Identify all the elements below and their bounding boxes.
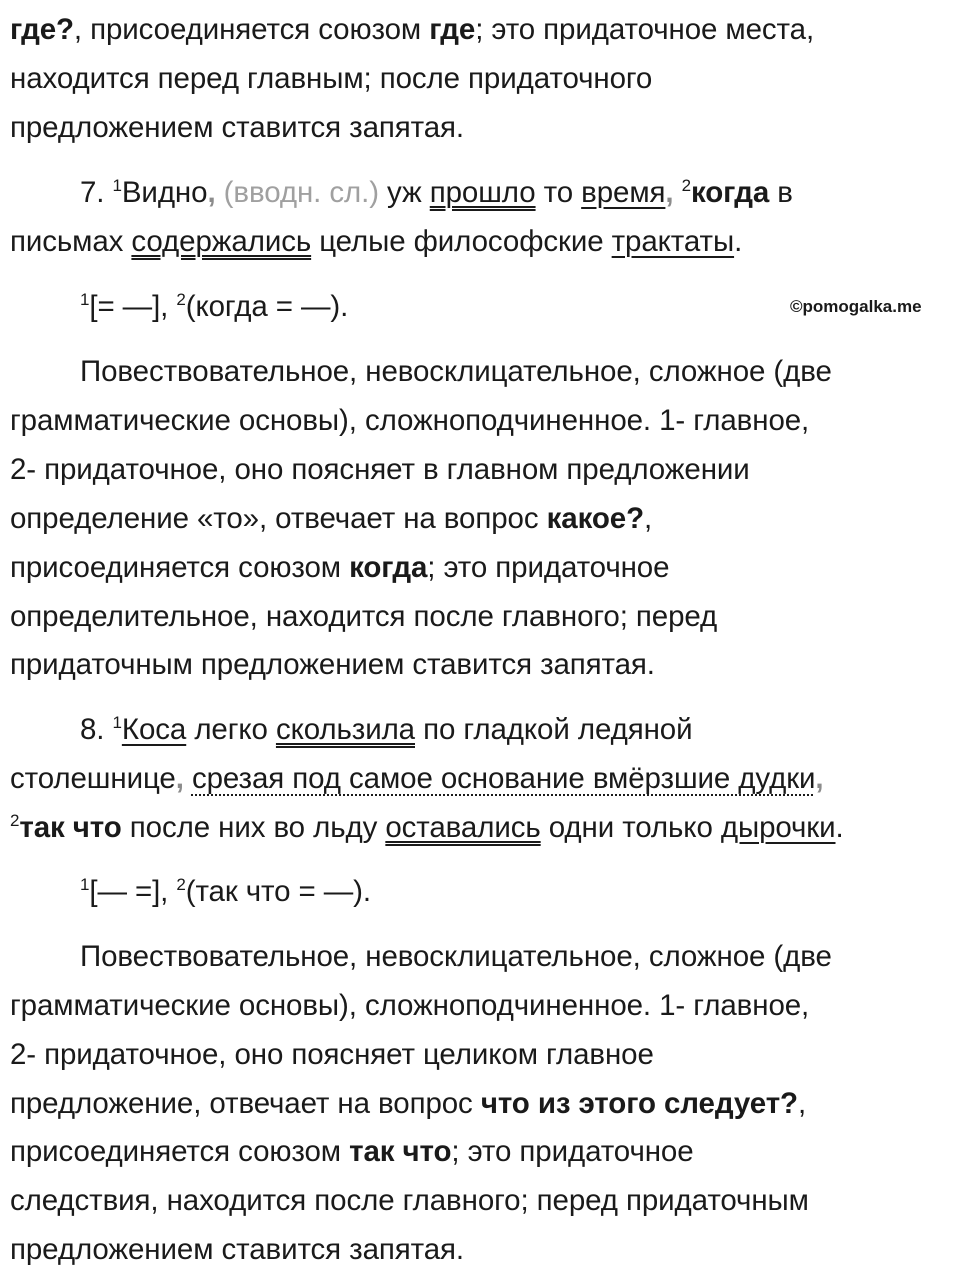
sentence-7-desc-1: Повествовательное, невосклицательное, сложное (две	[80, 355, 832, 388]
parenthetical-note: (вводн. сл.)	[223, 176, 379, 209]
intro-line-2: находится перед главным; после придаточного	[10, 62, 653, 95]
predicate-soderzhalis: содержались	[131, 225, 312, 258]
subject-traktaty: трактаты	[611, 225, 735, 258]
intro-line-1: где?, присоединяется союзом где; это придаточное места,	[10, 13, 815, 46]
sentence-8-desc-7: предложением ставится запятая.	[10, 1233, 464, 1266]
sentence-7-line-2: письмах содержались целые философские трактаты.	[10, 225, 743, 258]
subject-kosa: Коса	[121, 713, 187, 746]
question-word: где?	[10, 13, 74, 46]
question-word: что из этого следует?	[480, 1087, 798, 1120]
watermark: ©pomogalka.me	[790, 297, 922, 316]
conjunction-tak-chto: так что	[19, 811, 122, 844]
sentence-8-scheme: $^1$[— =], $^2$(так что = —).	[80, 875, 371, 908]
sentence-7-desc-6: определительное, находится после главного; перед	[10, 600, 718, 633]
sentence-7-line-1: 7. $^1$Видно, (вводн. сл.) уж прошло то время, $^2$когда в	[80, 176, 793, 209]
sentence-8-desc-2: грамматические основы), сложноподчиненное. 1- главное,	[10, 989, 810, 1022]
word-vidno: Видно	[121, 176, 208, 209]
sentence-8-desc-1: Повествовательное, невосклицательное, сложное (две	[80, 940, 832, 973]
sentence-number: 7.	[80, 176, 113, 209]
predicate-ostavalis: оставались	[385, 811, 541, 844]
predicate-proshlo: прошло	[429, 176, 536, 209]
conjunction: где	[429, 13, 476, 46]
sentence-7-desc-2: грамматические основы), сложноподчиненное. 1- главное,	[10, 404, 810, 437]
sentence-number: 8.	[80, 713, 113, 746]
predicate-skolzila: скользила	[275, 713, 415, 746]
sentence-7-desc-3: 2- придаточное, оно поясняет в главном предложении	[10, 453, 750, 486]
conjunction: так что	[349, 1135, 452, 1168]
subject-dyrochki: дырочки	[720, 811, 836, 844]
intro-line-3: предложением ставится запятая.	[10, 111, 464, 144]
subject-vremya: время	[581, 176, 666, 209]
sentence-8-line-1: 8. $^1$Коса легко скользила по гладкой ледяной	[80, 713, 693, 746]
sentence-8-line-2: столешнице, срезая под самое основание вмёрзшие дудки,	[10, 762, 824, 795]
sentence-7-desc-7: придаточным предложением ставится запятая.	[10, 648, 655, 681]
question-word: какое?	[546, 502, 644, 535]
participle-phrase: срезая под самое основание вмёрзшие дудки	[191, 762, 816, 795]
sentence-8-desc-3: 2- придаточное, оно поясняет целиком главное	[10, 1038, 654, 1071]
conjunction: когда	[349, 551, 428, 584]
sentence-7-scheme: $^1$[= —], $^2$(когда = —).	[80, 290, 349, 323]
sentence-8-desc-4: предложение, отвечает на вопрос что из этого следует?,	[10, 1087, 807, 1120]
conjunction-kogda: когда	[690, 176, 770, 209]
sentence-7-desc-5: присоединяется союзом когда; это придаточное	[10, 551, 670, 584]
sentence-8-line-3: $^2$так что после них во льду оставались одни только дырочки.	[10, 811, 844, 844]
sentence-8-desc-5: присоединяется союзом так что; это придаточное	[10, 1135, 694, 1168]
sentence-8-desc-6: следствия, находится после главного; перед придаточным	[10, 1184, 809, 1217]
sentence-7-desc-4: определение «то», отвечает на вопрос какое?,	[10, 502, 653, 535]
